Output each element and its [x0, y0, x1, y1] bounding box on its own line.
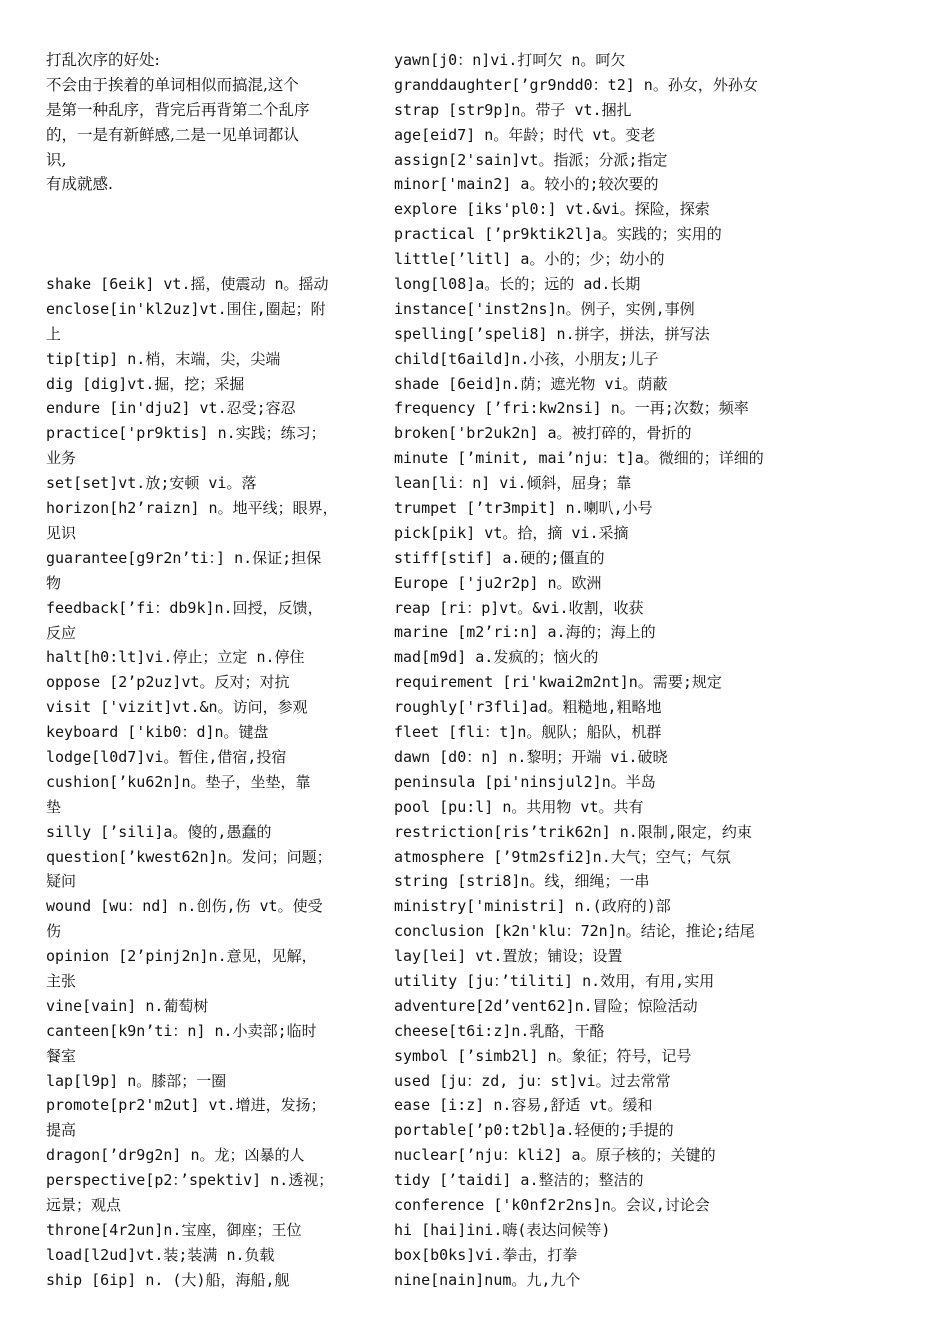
vocab-line: assign[2'sain]vt。指派；分派;指定	[394, 150, 668, 169]
intro-line: 打乱次序的好处:	[46, 51, 160, 69]
intro-line: 是第一种乱序，背完后再背第二个乱序	[46, 100, 310, 119]
vocab-line: age[eid7] n。年龄；时代 vt。变老	[394, 125, 656, 144]
vocab-line: atmosphere [’9tm2sfi2]n.大气；空气；气氛	[394, 847, 731, 866]
vocab-line: stiff[stif] a.硬的;僵直的	[394, 548, 605, 567]
vocab-line: ministry['ministri] n.(政府的)部	[394, 897, 671, 916]
vocab-line: symbol [’simb2l] n。象征；符号，记号	[394, 1046, 692, 1065]
vocab-line: spelling[’speli8] n.拼字，拼法，拼写法	[394, 324, 710, 343]
vocab-line: cushion[’ku62n]n。垫子，坐垫，靠	[46, 772, 311, 791]
vocab-line: dig [dig]vt.掘，挖；采掘	[46, 374, 245, 393]
vocab-line: utility [ju：’tiliti] n.效用，有用,实用	[394, 971, 715, 990]
vocab-line: instance['inst2ns]n。例子，实例,事例	[394, 299, 695, 318]
vocab-line: lean[li：n] vi.倾斜，屈身；靠	[394, 474, 632, 493]
vocab-line: keyboard ['kib0：d]n。键盘	[46, 723, 269, 742]
vocab-line: explore [iks'pl0:] vt.&vi。探险，探索	[394, 200, 710, 219]
vocab-line: perspective[p2：’spektiv] n.透视；	[46, 1171, 334, 1190]
right-vocab-list	[394, 48, 924, 1293]
vocab-line: minor['main2] a。较小的;较次要的	[394, 175, 659, 194]
vocab-line: practice['pr9ktis] n.实践；练习；	[46, 424, 326, 443]
vocab-line: conference ['k0nf2r2ns]n。会议,讨论会	[394, 1195, 710, 1214]
vocab-line: 远景；观点	[46, 1195, 122, 1214]
right-column	[394, 48, 924, 1293]
vocab-line: 业务	[46, 449, 77, 468]
vocab-line: guarantee[g9r2n’ti：] n.保证;担保	[46, 548, 322, 567]
vocab-line: 见识	[46, 523, 77, 542]
vocab-line: tip[tip] n.梢，末端，尖，尖端	[46, 349, 281, 368]
vocab-line: lap[l9p] n。膝部；一圈	[46, 1071, 227, 1090]
vocab-line: broken['br2uk2n] a。被打碎的，骨折的	[394, 424, 692, 443]
vocab-line: oppose [2’p2uz]vt。反对；对抗	[46, 673, 290, 692]
left-column	[46, 48, 376, 1293]
vocab-line: ship [6ip] n. (大)船，海船,舰	[46, 1270, 290, 1289]
left-vocab-list	[46, 272, 376, 1293]
vocab-line: portable[’p0:t2bl]a.轻便的;手提的	[394, 1121, 674, 1140]
intro-line: 有成就感.	[46, 175, 113, 194]
vocab-line: 餐室	[46, 1046, 77, 1065]
vocab-line: opinion [2’pinj2n]n.意见，见解，	[46, 947, 317, 966]
vocab-line: question[’kwest62n]n。发问；问题；	[46, 847, 332, 866]
vocab-line: peninsula [pi'ninsjul2]n。半岛	[394, 772, 656, 791]
vocab-line: 伤	[46, 922, 62, 941]
vocab-line: child[t6aild]n.小孩，小朋友;儿子	[394, 349, 659, 368]
vocab-line: horizon[h2’raizn] n。地平线；眼界，	[46, 499, 338, 518]
vocab-line: load[l2ud]vt.装;装满 n.负载	[46, 1245, 275, 1264]
vocab-line: nuclear[’nju：kli2] a。原子核的；关键的	[394, 1146, 716, 1165]
vocab-line: cheese[t6i:z]n.乳酪，干酪	[394, 1021, 605, 1040]
vocab-line: vine[vain] n.葡萄树	[46, 996, 209, 1015]
intro-note	[46, 48, 376, 197]
vocab-line: used [ju：zd, ju：st]vi。过去常常	[394, 1071, 671, 1090]
vocab-line: 主张	[46, 971, 77, 990]
vocab-line: 疑问	[46, 872, 77, 891]
vocab-line: granddaughter[’gr9ndd0：t2] n。孙女，外孙女	[394, 75, 758, 94]
intro-line: 识,	[46, 150, 67, 169]
vocab-line: visit ['vizit]vt.&n。访问，参观	[46, 698, 308, 717]
vocab-line: feedback[’fi：db9k]n.回授，反馈，	[46, 598, 323, 617]
vocab-line: mad[m9d] a.发疯的；恼火的	[394, 648, 599, 667]
vocab-line: strap [str9p]n。带子 vt.捆扎	[394, 100, 632, 119]
vocab-line: pool [pu:l] n。共用物 vt。共有	[394, 797, 644, 816]
vocab-line: long[l08]a。长的；远的 ad.长期	[394, 275, 641, 294]
vocab-line: tidy [’taidi] a.整洁的；整洁的	[394, 1171, 644, 1190]
vocab-line: promote[pr2'm2ut] vt.增进，发扬；	[46, 1096, 326, 1115]
vocab-line: practical [’pr9ktik2l]a。实践的；实用的	[394, 225, 722, 244]
vocab-line: marine [m2’ri:n] a.海的；海上的	[394, 623, 656, 642]
vocab-line: Europe ['ju2r2p] n。欧洲	[394, 573, 602, 592]
vocab-line: ease [i:z] n.容易,舒适 vt。缓和	[394, 1096, 653, 1115]
vocab-line: halt[h0:lt]vi.停止；立定 n.停住	[46, 648, 305, 667]
vocab-line: silly [’sili]a。傻的,愚蠢的	[46, 822, 272, 841]
vocab-line: box[b0ks]vi.拳击，打拳	[394, 1245, 578, 1264]
vocab-line: adventure[2d’vent62]n.冒险；惊险活动	[394, 996, 698, 1015]
vocab-line: 反应	[46, 623, 77, 642]
vocab-line: dragon[’dr9g2n] n。龙；凶暴的人	[46, 1146, 305, 1165]
vocab-line: set[set]vt.放;安顿 vi。落	[46, 474, 257, 493]
vocab-line: enclose[in'kl2uz]vt.围住,圈起；附	[46, 299, 326, 318]
vocab-line: minute [’minit, mai’nju：t]a。微细的；详细的	[394, 449, 764, 468]
vocab-line: reap [ri：p]vt。&vi.收割，收获	[394, 598, 644, 617]
vocab-line: 物	[46, 573, 62, 592]
vocab-line: roughly['r3fli]ad。粗糙地,粗略地	[394, 698, 662, 717]
vocab-line: requirement [ri'kwai2m2nt]n。需要;规定	[394, 673, 722, 692]
vocab-line: restriction[ris’trik62n] n.限制,限定，约束	[394, 822, 752, 841]
vocab-line: lodge[l0d7]vi。暂住,借宿,投宿	[46, 747, 287, 766]
vocab-line: shake [6eik] vt.摇，使震动 n。摇动	[46, 275, 329, 294]
vocab-line: trumpet [’tr3mpit] n.喇叭,小号	[394, 499, 653, 518]
vocab-line: string [stri8]n。线，细绳；一串	[394, 872, 650, 891]
vocab-line: 上	[46, 324, 62, 343]
vocab-line: canteen[k9n’ti：n] n.小卖部;临时	[46, 1021, 317, 1040]
vocab-line: endure [in'dju2] vt.忍受;容忍	[46, 399, 296, 418]
vocab-line: yawn[j0：n]vi.打呵欠 n。呵欠	[394, 51, 626, 69]
vocab-line: dawn [d0：n] n.黎明；开端 vi.破晓	[394, 747, 668, 766]
vocab-line: nine[nain]num。九,九个	[394, 1270, 581, 1289]
vocab-line: shade [6eid]n.荫；遮光物 vi。荫蔽	[394, 374, 668, 393]
vocab-line: conclusion [k2n'klu：72n]n。结论，推论;结尾	[394, 922, 755, 941]
intro-line: 的，一是有新鲜感,二是一见单词都认	[46, 125, 299, 144]
vocab-line: little[’litl] a。小的；少；幼小的	[394, 250, 665, 269]
vocab-line: hi [hai]ini.嗨(表达问候等)	[394, 1220, 611, 1239]
vocab-line: pick[pik] vt。拾，摘 vi.采摘	[394, 523, 629, 542]
vocab-line: 提高	[46, 1121, 77, 1140]
intro-gap	[46, 197, 376, 272]
intro-line: 不会由于挨着的单词相似而搞混,这个	[46, 75, 299, 94]
vocab-line: fleet [fli：t]n。舰队；船队，机群	[394, 723, 662, 742]
vocab-line: lay[lei] vt.置放；铺设；设置	[394, 947, 623, 966]
vocab-line: wound [wu：nd] n.创伤,伤 vt。使受	[46, 897, 323, 916]
vocab-line: frequency [’fri:kw2nsi] n。一再;次数；频率	[394, 399, 749, 418]
vocab-line: throne[4r2un]n.宝座，御座；王位	[46, 1220, 302, 1239]
vocab-line: 垫	[46, 797, 62, 816]
